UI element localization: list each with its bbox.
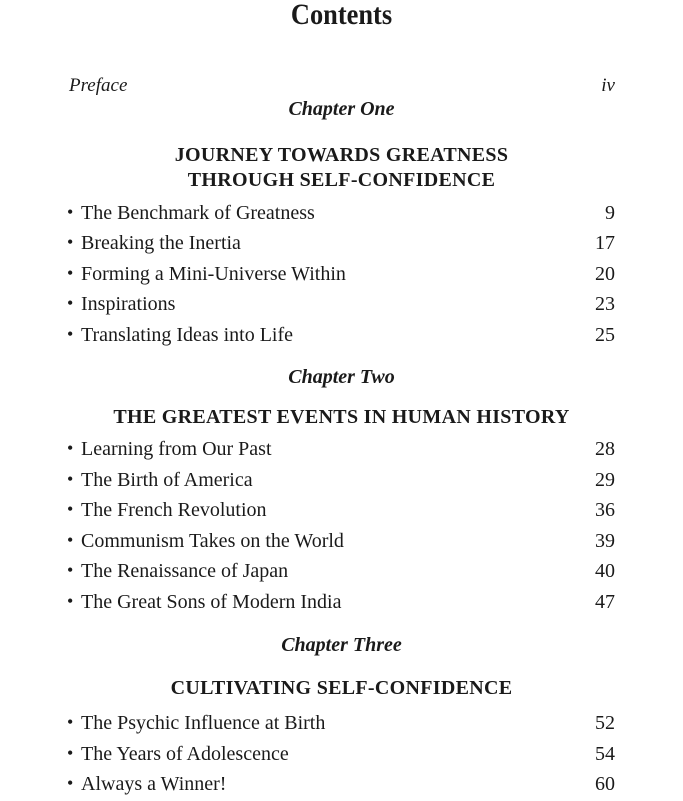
bullet: •: [67, 530, 74, 550]
toc-entry[interactable]: [67, 438, 615, 466]
page-title: Contents: [290, 0, 393, 31]
entry-page-number: 40: [595, 560, 615, 582]
toc-entry[interactable]: [67, 263, 615, 291]
bullet: •: [67, 263, 74, 283]
entry-page-number: 52: [595, 712, 615, 734]
entry-title: Learning from Our Past: [81, 438, 272, 460]
entry-page-number: 23: [595, 293, 615, 315]
toc-entry[interactable]: [67, 324, 615, 352]
entry-page-number: 54: [595, 743, 615, 765]
toc-entry[interactable]: [67, 560, 615, 588]
chapter-two-heading: THE GREATEST EVENTS IN HUMAN HISTORY: [113, 406, 570, 428]
bullet: •: [67, 293, 74, 313]
entry-page-number: 25: [595, 324, 615, 346]
bullet: •: [67, 202, 74, 222]
entry-title: The Great Sons of Modern India: [81, 591, 342, 613]
bullet: •: [67, 499, 74, 519]
entry-title: Communism Takes on the World: [81, 530, 344, 552]
bullet: •: [67, 743, 74, 763]
entry-title: The Renaissance of Japan: [81, 560, 289, 582]
chapter-three-label: Chapter Three: [281, 634, 402, 656]
entry-title: The Birth of America: [81, 469, 253, 491]
toc-entry[interactable]: [67, 773, 615, 801]
chapter-two-label: Chapter Two: [288, 366, 395, 388]
toc-entry[interactable]: [67, 293, 615, 321]
chapter-three-heading: CULTIVATING SELF-CONFIDENCE: [170, 677, 513, 699]
entry-page-number: 29: [595, 469, 615, 491]
entry-title: Breaking the Inertia: [81, 232, 241, 254]
bullet: •: [67, 591, 74, 611]
entry-title: The Benchmark of Greatness: [81, 202, 315, 224]
bullet: •: [67, 324, 74, 344]
chapter-one-heading-line-2: THROUGH SELF-CONFIDENCE: [187, 169, 496, 191]
entry-page-number: 17: [595, 232, 615, 254]
bullet: •: [67, 560, 74, 580]
toc-entry[interactable]: [67, 591, 615, 619]
preface-page-number: iv: [601, 75, 615, 96]
bullet: •: [67, 469, 74, 489]
toc-entry-preface[interactable]: [69, 75, 615, 99]
bullet: •: [67, 712, 74, 732]
entry-title: The French Revolution: [81, 499, 267, 521]
toc-entry[interactable]: [67, 202, 615, 230]
bullet: •: [67, 438, 74, 458]
entry-page-number: 47: [595, 591, 615, 613]
toc-entry[interactable]: [67, 469, 615, 497]
entry-page-number: 20: [595, 263, 615, 285]
entry-page-number: 60: [595, 773, 615, 795]
entry-title: Forming a Mini-Universe Within: [81, 263, 346, 285]
toc-entry[interactable]: [67, 499, 615, 527]
toc-entry[interactable]: [67, 530, 615, 558]
entry-title: The Years of Adolescence: [81, 743, 289, 765]
toc-entry[interactable]: [67, 712, 615, 740]
toc-entry[interactable]: [67, 232, 615, 260]
chapter-one-label: Chapter One: [288, 98, 395, 120]
entry-page-number: 28: [595, 438, 615, 460]
entry-page-number: 36: [595, 499, 615, 521]
preface-label: Preface: [69, 75, 128, 96]
toc-entry[interactable]: [67, 743, 615, 771]
entry-title: Inspirations: [81, 293, 176, 315]
chapter-one-heading-line-1: JOURNEY TOWARDS GREATNESS: [174, 144, 509, 166]
entry-page-number: 9: [605, 202, 615, 224]
bullet: •: [67, 773, 74, 793]
entry-title: The Psychic Influence at Birth: [81, 712, 326, 734]
entry-title: Translating Ideas into Life: [81, 324, 294, 346]
entry-page-number: 39: [595, 530, 615, 552]
entry-title: Always a Winner!: [81, 773, 227, 795]
bullet: •: [67, 232, 74, 252]
